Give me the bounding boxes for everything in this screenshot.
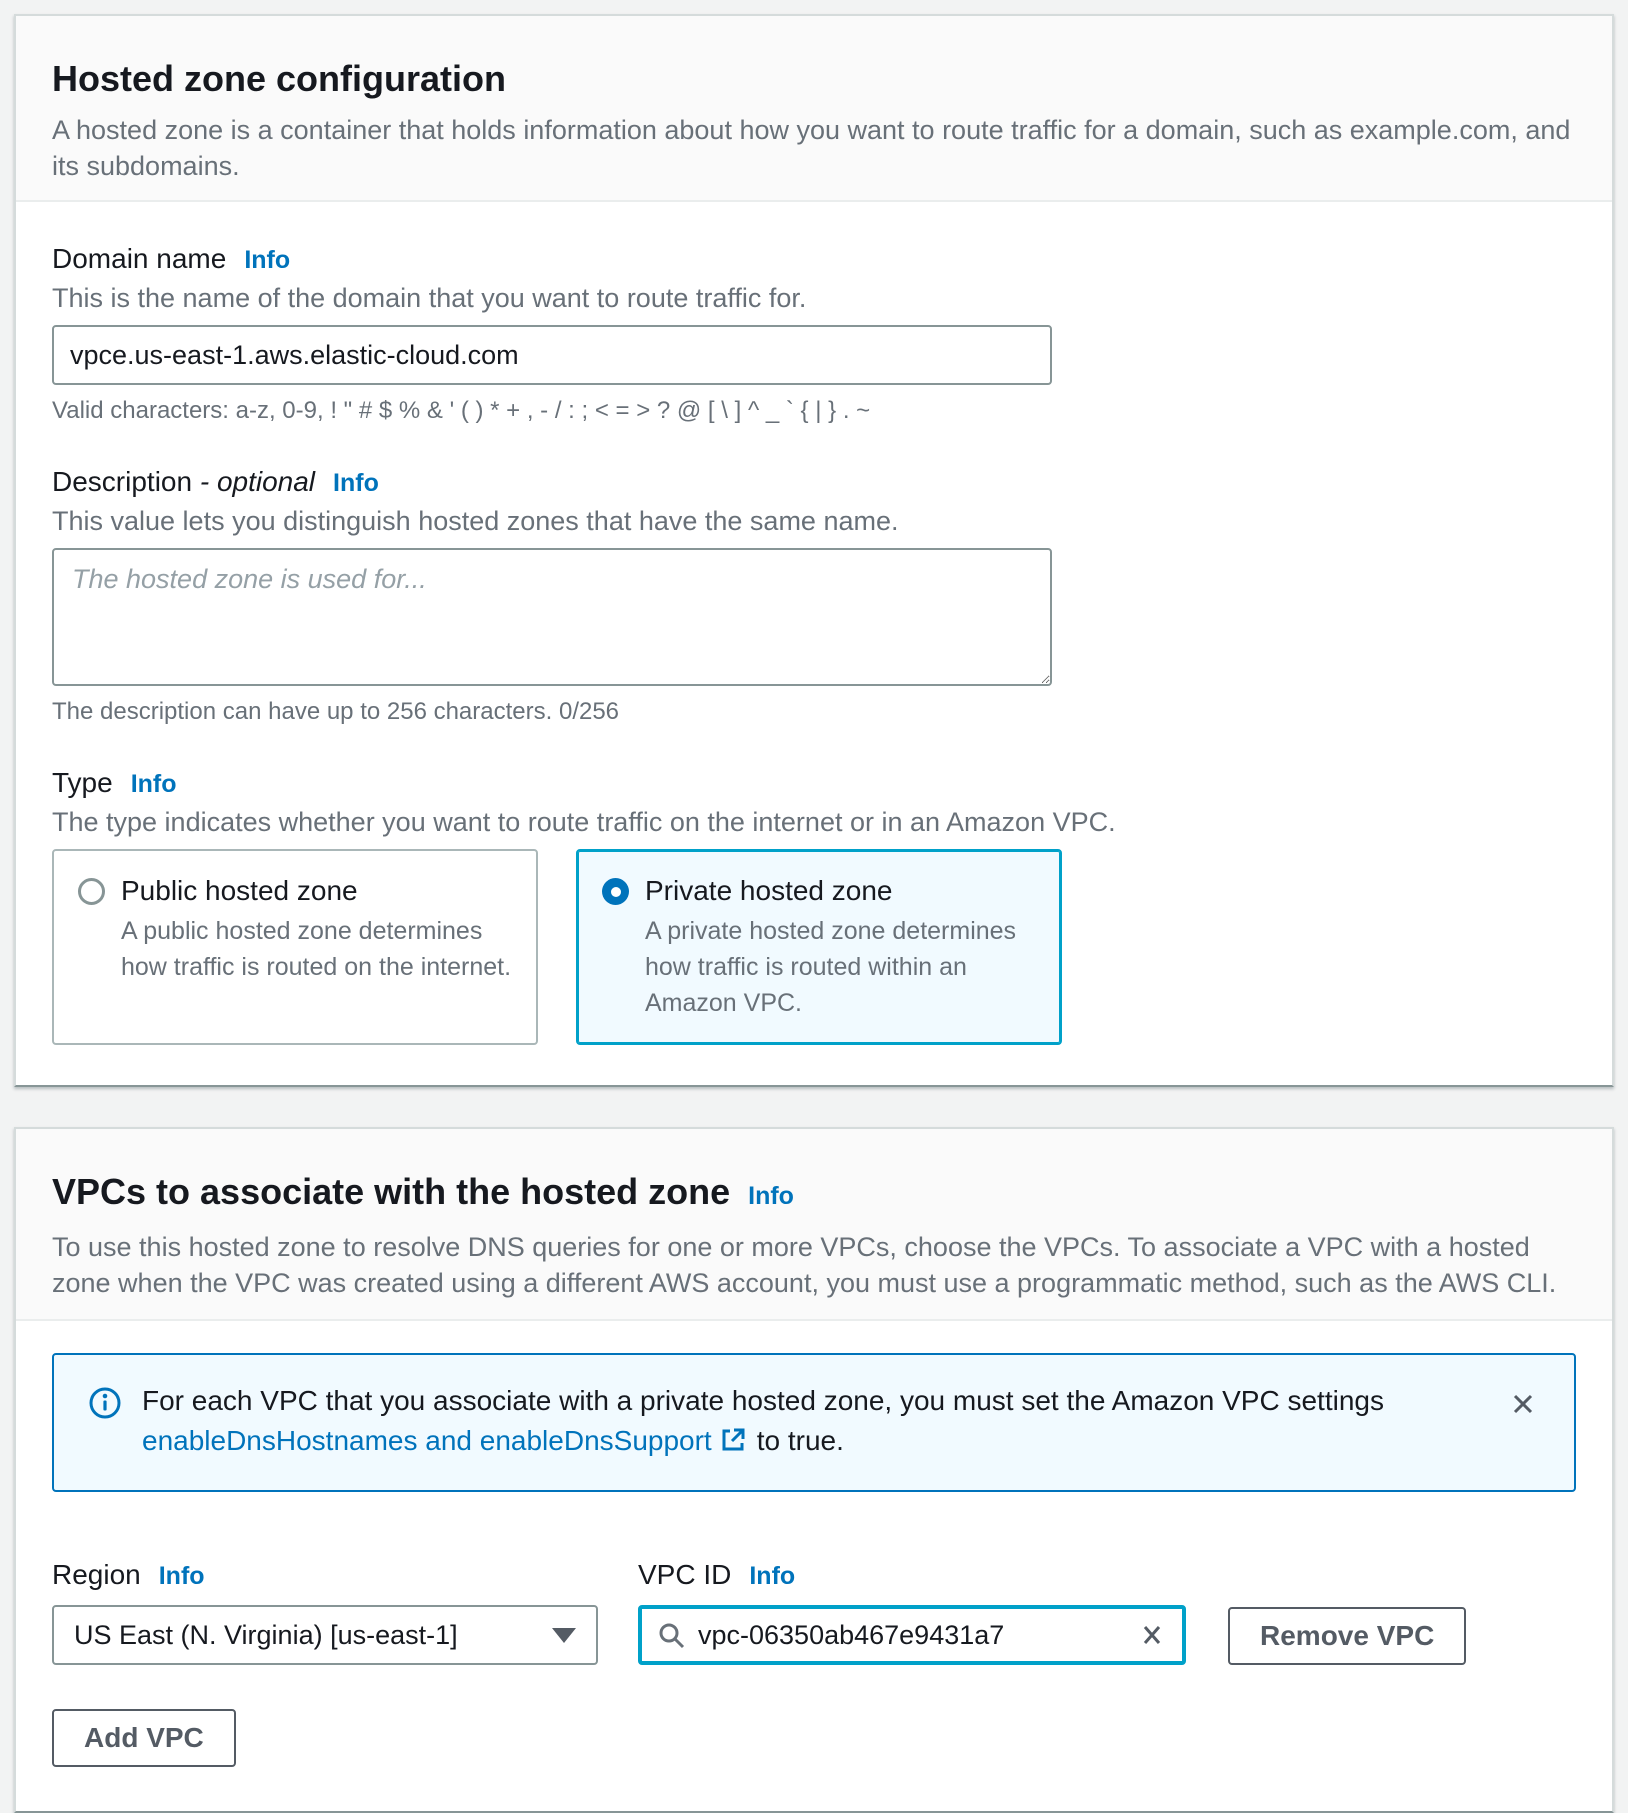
enable-dns-link[interactable]: enableDnsHostnames and enableDnsSupport bbox=[142, 1425, 712, 1456]
hosted-zone-card-title: Hosted zone configuration bbox=[52, 58, 506, 99]
vpc-card-title: VPCs to associate with the hosted zone Info bbox=[52, 1171, 794, 1212]
vpc-id-input-wrapper bbox=[638, 1605, 1186, 1665]
domain-name-label: Domain name bbox=[52, 243, 227, 274]
vpcs-to-associate-card bbox=[14, 1127, 1614, 1813]
vpc-id-field bbox=[638, 1558, 1466, 1665]
hosted-zone-card-description: A hosted zone is a container that holds information about how you want to route traffic for a domain, such as example.com, and its subdomains. bbox=[52, 115, 1571, 181]
vpc-card-header bbox=[16, 1129, 1612, 1321]
hosted-zone-configuration-card bbox=[14, 14, 1614, 1087]
vpc-settings-info-alert bbox=[52, 1353, 1576, 1492]
public-hosted-zone-radio[interactable] bbox=[78, 878, 105, 905]
description-optional-suffix: - optional bbox=[199, 466, 316, 497]
vpc-id-input[interactable] bbox=[698, 1620, 1136, 1651]
clear-input-button[interactable] bbox=[1136, 1619, 1168, 1651]
description-character-counter: The description can have up to 256 characters. 0/256 bbox=[52, 698, 620, 725]
add-vpc-button[interactable]: Add VPC bbox=[52, 1709, 236, 1767]
caret-down-icon bbox=[552, 1628, 576, 1643]
remove-vpc-button[interactable]: Remove VPC bbox=[1228, 1607, 1466, 1665]
type-help-text: The type indicates whether you want to route traffic on the internet or in an Amazon VPC. bbox=[52, 807, 1116, 837]
description-help-text: This value lets you distinguish hosted zones that have the same name. bbox=[52, 506, 899, 536]
hosted-zone-card-header bbox=[16, 16, 1612, 202]
vpc-card-info-link[interactable]: Info bbox=[748, 1182, 794, 1210]
close-icon bbox=[1508, 1389, 1538, 1419]
description-info-link[interactable]: Info bbox=[333, 469, 379, 497]
type-radio-group bbox=[52, 849, 1576, 1045]
region-label: Region bbox=[52, 1559, 141, 1590]
vpc-association-row bbox=[52, 1558, 1576, 1665]
region-info-link[interactable]: Info bbox=[158, 1562, 205, 1590]
type-field bbox=[52, 766, 1576, 1045]
alert-close-button[interactable] bbox=[1502, 1383, 1544, 1428]
domain-name-input[interactable] bbox=[52, 325, 1052, 385]
domain-name-constraint-text: Valid characters: a-z, 0-9, ! " # $ % & ' ( ) * + , - / : ; < = > ? @ [ \ ] ^ _ ` { | } . ~ bbox=[52, 397, 871, 424]
public-hosted-zone-description: A public hosted zone determines how traffic is routed on the internet. bbox=[121, 917, 512, 981]
type-info-link[interactable]: Info bbox=[130, 770, 177, 798]
vpc-card-body bbox=[16, 1321, 1612, 1811]
public-hosted-zone-option[interactable] bbox=[52, 849, 538, 1045]
type-label: Type bbox=[52, 767, 113, 798]
private-hosted-zone-radio[interactable] bbox=[602, 878, 629, 905]
region-field bbox=[52, 1558, 598, 1665]
vpc-id-info-link[interactable]: Info bbox=[749, 1562, 796, 1590]
description-field bbox=[52, 465, 1576, 726]
private-hosted-zone-option[interactable] bbox=[576, 849, 1062, 1045]
alert-message: For each VPC that you associate with a private hosted zone, you must set the Amazon VPC settings enableDnsHostnames and enableDnsSupport to true. bbox=[142, 1381, 1472, 1464]
hosted-zone-card-body bbox=[16, 202, 1612, 1085]
description-textarea[interactable] bbox=[52, 548, 1052, 686]
search-icon bbox=[656, 1620, 686, 1650]
domain-name-info-link[interactable]: Info bbox=[244, 246, 291, 274]
description-label: Description - optional bbox=[52, 466, 316, 497]
vpc-id-label: VPC ID bbox=[638, 1559, 732, 1590]
public-hosted-zone-title: Public hosted zone bbox=[121, 875, 358, 906]
clear-x-icon bbox=[1138, 1621, 1166, 1649]
domain-name-field bbox=[52, 242, 1576, 425]
external-link-icon[interactable] bbox=[720, 1424, 747, 1464]
region-select[interactable] bbox=[52, 1605, 598, 1665]
private-hosted-zone-description: A private hosted zone determines how traffic is routed within an Amazon VPC. bbox=[645, 917, 1017, 1017]
private-hosted-zone-title: Private hosted zone bbox=[645, 875, 893, 906]
domain-name-help-text: This is the name of the domain that you want to route traffic for. bbox=[52, 283, 807, 313]
info-circle-icon bbox=[88, 1386, 122, 1425]
region-selected-value: US East (N. Virginia) [us-east-1] bbox=[74, 1619, 458, 1650]
vpc-card-description: To use this hosted zone to resolve DNS queries for one or more VPCs, choose the VPCs. To associate a VPC with a hosted zone when the VPC was created using a different AWS account, you must use a programmatic method, such as the AWS CLI. bbox=[52, 1232, 1557, 1298]
